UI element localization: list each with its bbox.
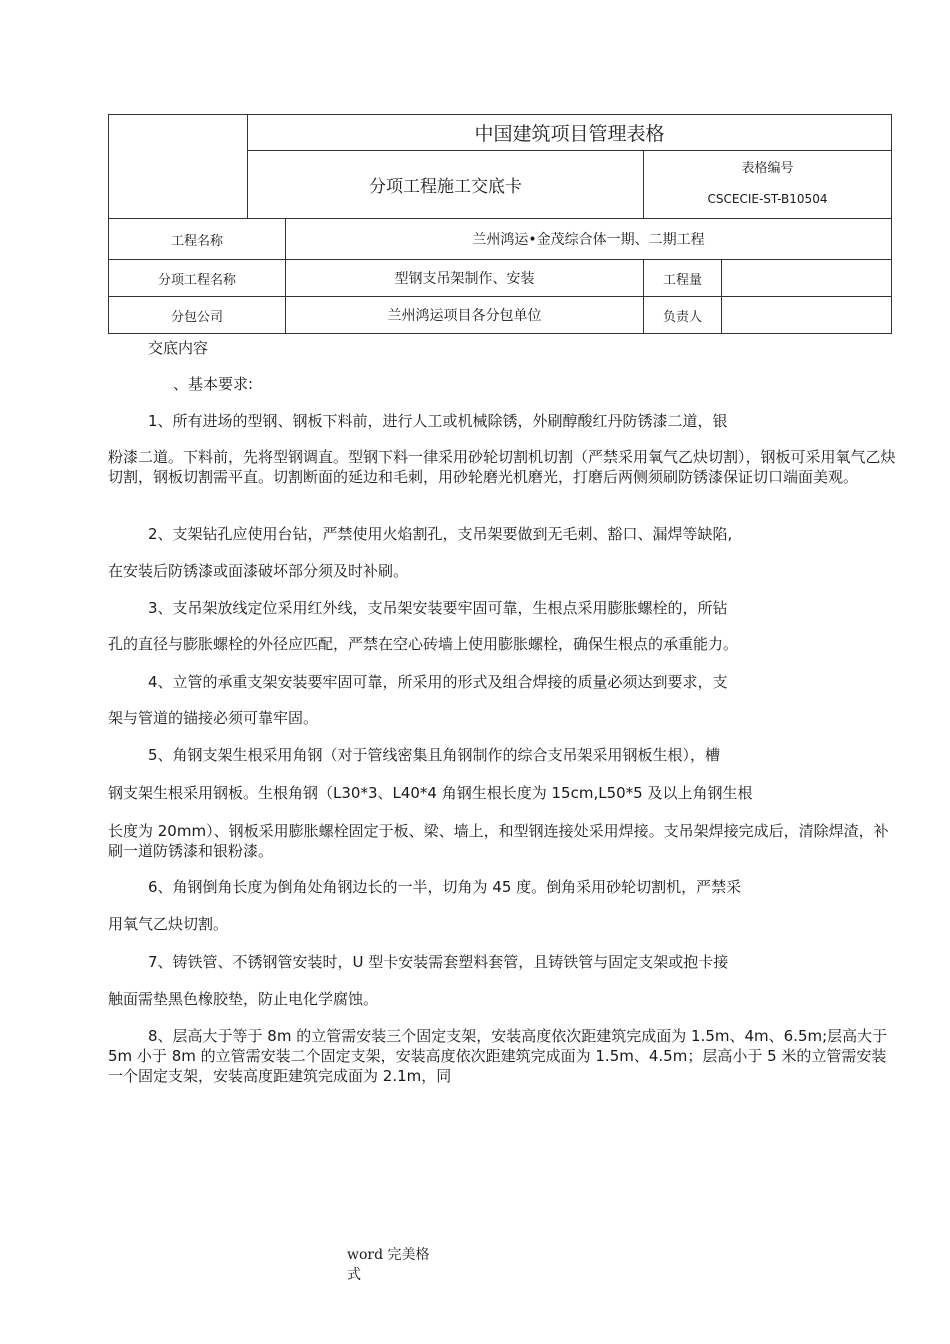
paragraph-4-line-1: 4、立管的承重支架安装要牢固可靠，所采用的形式及组合焊接的质量必须达到要求，支: [148, 673, 728, 691]
paragraph-3-line-2: 孔的直径与膨胀螺栓的外径应匹配，严禁在空心砖墙上使用膨胀螺栓，确保生根点的承重能力。: [108, 635, 739, 653]
form-number-value: CSCECIE-ST-B10504: [707, 192, 828, 206]
paragraph-8-body: 8、层高大于等于 8m 的立管需安装三个固定支架，安装高度依次距建筑完成面为 1.5m、4m、6.5m;层高大于 5m 小于 8m 的立管需安装二个固定支架，安装高度依次距建筑完成面为 1.5m、4.5m；层高小于 5 米的立管需安装一个固定支架，安装高度距建筑完成面为 2.1m，同: [108, 1027, 888, 1085]
org-title: 中国建筑项目管理表格: [474, 122, 665, 145]
paragraph-1-line-1: 1、所有进场的型钢、钢板下料前，进行人工或机械除锈，外刷醇酸红丹防锈漆二道，银: [148, 412, 728, 430]
person-value: [722, 297, 891, 333]
project-name-value: 兰州鸿运•金茂综合体一期、二期工程: [472, 232, 705, 248]
paragraph-1-body: 粉漆二道。下料前，先将型钢调直。型钢下料一律采用砂轮切割机切割（严禁采用氧气乙炔切割），钢板可采用氧气乙炔切割，钢板切割需平直。切割断面的延边和毛刺，用砂轮磨光机磨光，打磨后两侧须刷防锈漆保证切口端面美观。: [108, 448, 896, 486]
paragraph-6-line-1: 6、角钢倒角长度为倒角处角钢边长的一半，切角为 45 度。倒角采用砂轮切割机，严禁采: [148, 878, 742, 896]
paragraph-5-line-2: 钢支架生根采用钢板。生根角钢（L30*3、L40*4 角钢生根长度为 15cm,L50*5 及以上角钢生根: [108, 784, 753, 802]
paragraph-5-line-1: 5、角钢支架生根采用角钢（对于管线密集且角钢制作的综合支吊架采用钢板生根），槽: [148, 746, 721, 764]
table-border-bottom: [108, 333, 892, 334]
table-border-right: [891, 114, 892, 334]
project-name-label: 工程名称: [170, 233, 223, 249]
footer-line-1: word 完美格: [347, 1247, 430, 1263]
paragraph-4-line-2: 架与管道的锚接必须可靠牢固。: [108, 709, 319, 727]
paragraph-2-line-2: 在安装后防锈漆或面漆破坏部分须及时补刷。: [108, 562, 409, 580]
item-name-value: 型钢支吊架制作、安装: [394, 271, 535, 287]
subcontractor-value: 兰州鸿运项目各分包单位: [387, 308, 542, 324]
paragraph-7-line-1: 7、铸铁管、不锈钢管安装时，U 型卡安装需套塑料套管，且铸铁管与固定支架或抱卡接: [148, 953, 729, 971]
paragraph-7-line-2: 触面需垫黑色橡胶垫，防止电化学腐蚀。: [108, 990, 379, 1008]
quantity-value: [722, 260, 891, 296]
item-name-label: 分项工程名称: [157, 272, 236, 288]
paragraph-5-body: 长度为 20mm）、钢板采用膨胀螺栓固定于板、梁、墙上，和型钢连接处采用焊接。支吊架焊接完成后，清除焊渣，补刷一道防锈漆和银粉漆。: [108, 822, 889, 860]
paragraph-2-line-1: 2、支架钻孔应使用台钻，严禁使用火焰割孔，支吊架要做到无毛刺、豁口、漏焊等缺陷,: [148, 525, 733, 543]
footer-line-2: 式: [347, 1267, 361, 1283]
quantity-label: 工程量: [662, 272, 702, 288]
form-number-label: 表格编号: [741, 160, 794, 176]
section-heading: 交底内容: [148, 339, 209, 357]
person-label: 负责人: [662, 309, 702, 325]
subsection-heading: 、基本要求:: [173, 375, 254, 393]
form-title: 分项工程施工交底卡: [369, 177, 522, 197]
paragraph-6-line-2: 用氧气乙炔切割。: [108, 915, 229, 933]
paragraph-3-line-1: 3、支吊架放线定位采用红外线，支吊架安装要牢固可靠，生根点采用膨胀螺栓的，所钻: [148, 599, 728, 617]
subcontractor-label: 分包公司: [170, 309, 223, 325]
